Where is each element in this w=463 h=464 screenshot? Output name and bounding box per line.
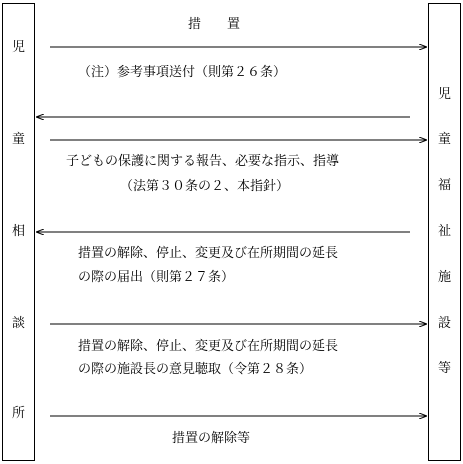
right-party-char: 施: [437, 270, 451, 285]
placement-label: 措 置: [188, 17, 241, 32]
notification-label-line-1: 措置の解除、停止、変更及び在所期間の延長: [78, 246, 339, 261]
left-party-char: 所: [11, 406, 25, 421]
left-party-char: 児: [11, 40, 25, 55]
right-party-char: 童: [437, 132, 451, 147]
right-party-char: 児: [437, 87, 451, 102]
right-party-char: 祉: [437, 224, 451, 239]
reference-note-label: （注）参考事項送付（則第２６条）: [78, 65, 287, 80]
right-party-char: 福: [437, 178, 451, 193]
right-party-char: 等: [437, 361, 451, 376]
left-party-char: 相: [11, 224, 25, 239]
opinion-label-line-2: の際の施設長の意見聴取（令第２８条）: [78, 362, 313, 377]
left-party-char: 談: [11, 316, 25, 331]
notification-label-line-2: の際の届出（則第２７条）: [78, 270, 235, 285]
report-label-line-1: 子どもの保護に関する報告、必要な指示、指導: [66, 154, 340, 169]
report-label-line-2: （法第３０条の２、本指針）: [120, 179, 290, 194]
opinion-label-line-1: 措置の解除、停止、変更及び在所期間の延長: [78, 339, 339, 354]
release-label: 措置の解除等: [172, 431, 251, 446]
right-party-char: 設: [437, 316, 451, 331]
left-party-char: 童: [11, 132, 25, 147]
